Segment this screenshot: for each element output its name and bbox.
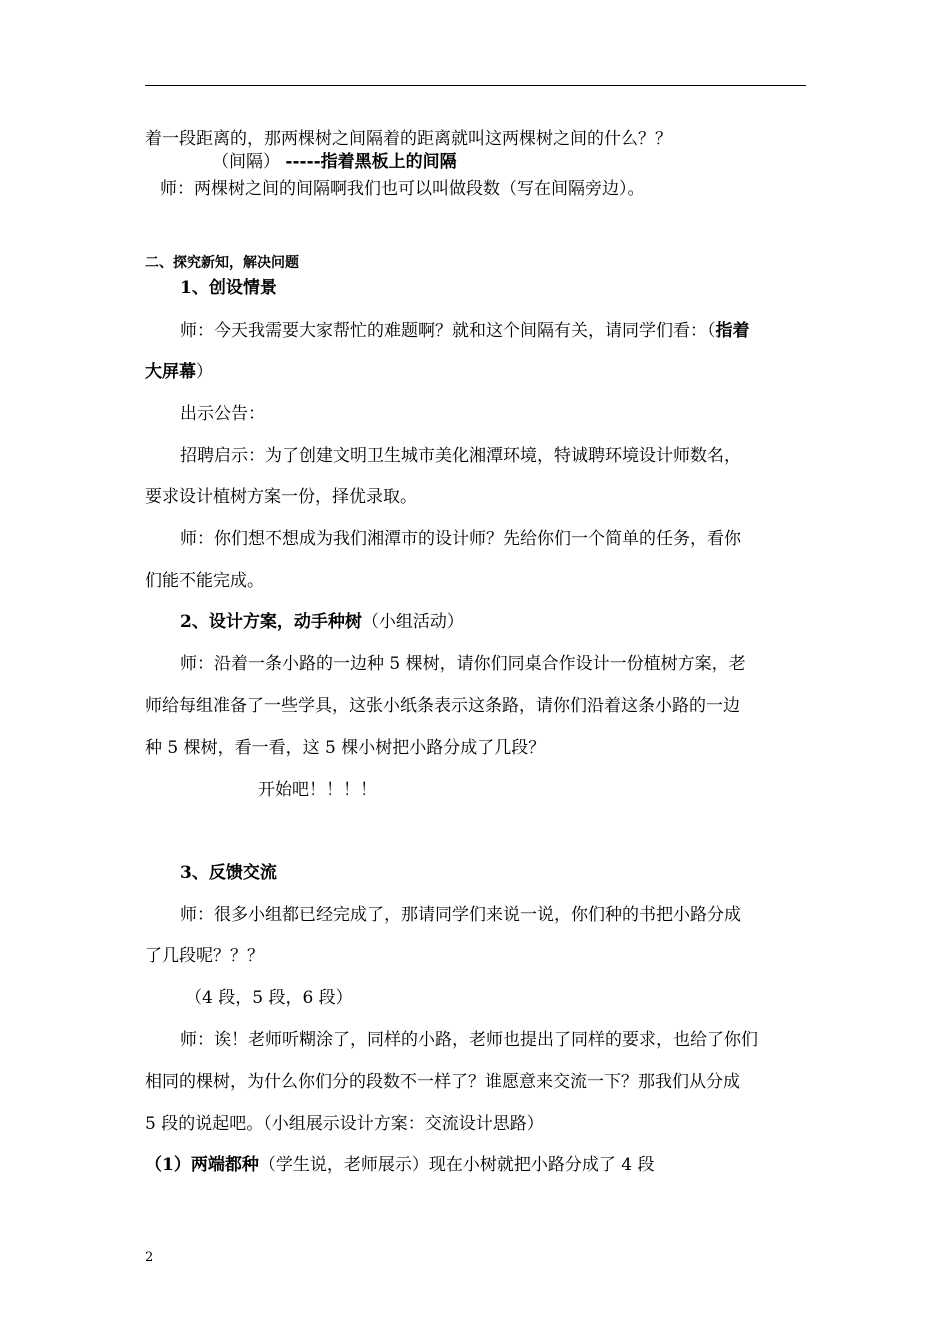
- paragraph-line: 师：很多小组都已经完成了，那请同学们来说一说，你们种的书把小路分成: [180, 905, 741, 925]
- text-run-bold: 大屏幕: [145, 362, 196, 382]
- blackboard-note: -----指着黑板上的间隔: [285, 152, 457, 172]
- text-run: （小组活动）: [361, 612, 464, 632]
- paragraph-line: 师：诶！老师听糊涂了，同样的小路，老师也提出了同样的要求，也给了你们: [180, 1030, 758, 1050]
- paragraph-line: 5 段的说起吧。（小组展示设计方案：交流设计思路）: [145, 1114, 544, 1134]
- subsection-heading: [180, 612, 464, 632]
- text-run-bold: （1）两端都种: [145, 1155, 259, 1175]
- paragraph-line: 师给每组准备了一些学具，这张小纸条表示这条路，请你们沿着这条小路的一边: [145, 696, 740, 716]
- text-run: ）: [196, 362, 213, 382]
- subsection-heading: 3、反馈交流: [180, 863, 277, 883]
- answer-text: （间隔）: [212, 152, 280, 172]
- paragraph-line: [212, 152, 457, 172]
- paragraph-line: 开始吧！！！！: [258, 780, 377, 800]
- subsection-heading: 1、创设情景: [180, 278, 277, 298]
- text-run: （学生说，老师展示）现在小树就把小路分成了 4 段: [258, 1155, 655, 1175]
- text-run-bold: 2、设计方案，动手种树: [180, 612, 362, 632]
- header-rule: [145, 85, 806, 86]
- paragraph-line: 了几段呢？？？: [145, 946, 264, 966]
- paragraph-line: 相同的棵树，为什么你们分的段数不一样了？谁愿意来交流一下？那我们从分成: [145, 1072, 740, 1092]
- paragraph-line: （4 段，5 段，6 段）: [185, 988, 353, 1008]
- text-run-bold: 指着: [715, 321, 750, 341]
- paragraph-line: 师：你们想不想成为我们湘潭市的设计师？先给你们一个简单的任务，看你: [180, 529, 741, 549]
- paragraph-line: 着一段距离的，那两棵树之间隔着的距离就叫这两棵树之间的什么？？: [145, 129, 672, 149]
- text-run: 师：今天我需要大家帮忙的难题啊？就和这个间隔有关，请同学们看：（: [180, 321, 716, 341]
- paragraph-line: 们能不能完成。: [145, 571, 264, 591]
- paragraph-line: 师：两棵树之间的间隔啊我们也可以叫做段数（写在间隔旁边）。: [160, 179, 645, 199]
- page-number: 2: [145, 1250, 154, 1265]
- paragraph-line: [145, 362, 213, 382]
- section-heading: 二、探究新知，解决问题: [145, 255, 299, 271]
- paragraph-line: 招聘启示：为了创建文明卫生城市美化湘潭环境，特诚聘环境设计师数名，: [180, 446, 741, 466]
- paragraph-line: 师：沿着一条小路的一边种 5 棵树，请你们同桌合作设计一份植树方案，老: [180, 654, 746, 674]
- paragraph-line: 要求设计植树方案一份，择优录取。: [145, 487, 417, 507]
- paragraph-line: 出示公告：: [180, 404, 265, 424]
- paragraph-line: 种 5 棵树，看一看，这 5 棵小树把小路分成了几段？: [145, 738, 546, 758]
- paragraph-line: [145, 1155, 654, 1175]
- paragraph-line: [180, 321, 750, 341]
